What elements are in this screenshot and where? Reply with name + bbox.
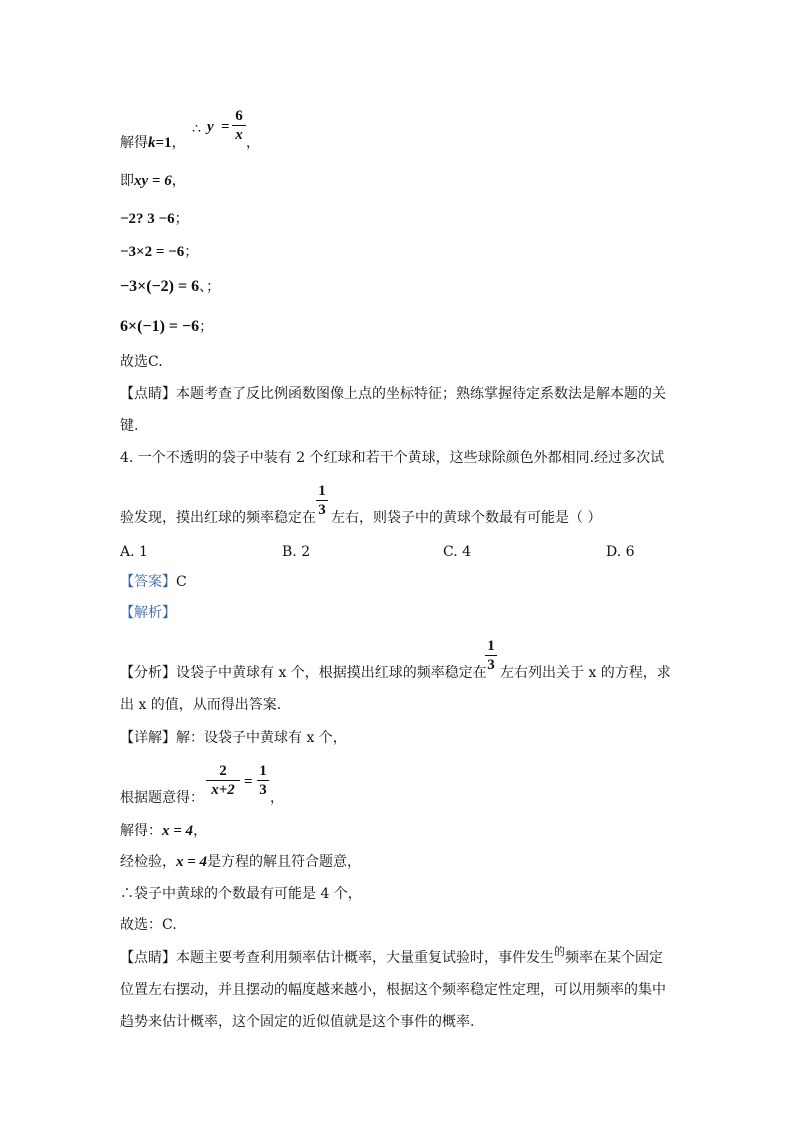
option-a: A. 1 [120, 544, 148, 560]
k-value: =1 [155, 135, 172, 151]
fraction-denominator: 3 [487, 657, 495, 673]
detail-text: 解：设袋子中黄球有 x 个， [176, 730, 347, 746]
fraction-denominator: x [235, 127, 243, 143]
conclusion-line: ∴袋子中黄球的个数最有可能是 4 个， [120, 886, 362, 902]
var-k: k [148, 135, 156, 151]
solution-line [120, 822, 207, 840]
check-line [120, 853, 361, 871]
analysis-line-1a [120, 664, 487, 682]
tag-analysis: 【解析】 [120, 605, 176, 621]
fraction-numerator: 1 [259, 763, 267, 779]
comma: ， [246, 135, 260, 151]
tag-comment: 【点睛】 [120, 386, 176, 402]
comment-text: 频率在某个固定 [565, 950, 663, 966]
detail-line-1 [120, 729, 347, 747]
semicolon: ； [199, 319, 214, 335]
fraction-2-over-x-plus-2 [206, 763, 240, 798]
fraction-numerator: 6 [235, 108, 243, 124]
text-line-product-2 [120, 243, 198, 261]
text-line-product-3 [120, 278, 220, 296]
fraction-one-third [485, 638, 497, 673]
fenxi-text: 设袋子中黄球有 x 个，根据摸出红球的频率稳定在 [176, 665, 487, 681]
tag-answer: 【答案】 [120, 574, 176, 590]
comment-line-1 [120, 945, 663, 968]
tag-xiangjie: 【详解】 [120, 730, 176, 746]
question-4-line-1: 4. 一个不透明的袋子中装有 2 个红球和若干个黄球，这些球除颜色外都相同.经过多次试 [120, 450, 665, 466]
option-c: C. 4 [443, 544, 472, 560]
comma: ， [193, 823, 208, 839]
tag-comment: 【点睛】 [120, 950, 176, 966]
text-line-xy [120, 172, 186, 190]
equals-sign: = [244, 774, 253, 790]
text-line-product-4 [120, 318, 213, 336]
text-line-comment [120, 385, 666, 403]
fraction-denominator: 3 [318, 502, 326, 518]
fraction-denominator: x+2 [211, 782, 235, 798]
math-expr: −3×2 = −6 [120, 244, 185, 260]
superscript-de: 的 [554, 945, 565, 958]
option-d: D. 6 [606, 544, 635, 560]
equals-sign: = [221, 119, 230, 135]
equation-prefix: 根据题意得： [120, 790, 204, 806]
text-line-choose-c: 故选C. [120, 354, 163, 370]
analysis-line-1b: 左右列出关于 x 的方程，求 [500, 665, 671, 681]
label-check: 经检验， [120, 854, 176, 870]
comma: ， [171, 135, 186, 151]
comma: ， [270, 790, 284, 806]
label-solve: 解得： [120, 823, 162, 839]
math-x-4: x = 4 [162, 823, 194, 839]
comment-line-3: 趋势来估计概率，这个固定的近似值就是这个事件的概率. [120, 1014, 475, 1030]
math-xy-6: xy = 6 [134, 173, 172, 189]
label-solve: 解得 [120, 135, 148, 151]
math-expr: −2? 3 −6 [120, 211, 175, 227]
fraction-6-over-x [232, 108, 246, 143]
answer-value: C [176, 574, 187, 590]
fraction-numerator: 2 [219, 763, 227, 779]
label-ie: 即 [120, 173, 134, 189]
tag-fenxi: 【分析】 [120, 665, 176, 681]
fraction-numerator: 1 [487, 638, 495, 654]
math-expr: −3×(−2) = 6 [120, 278, 200, 295]
choose-line: 故选：C. [120, 917, 177, 933]
fraction-one-third [316, 483, 328, 518]
fraction-denominator: 3 [259, 782, 267, 798]
question-4-line-2a: 验发现，摸出红球的频率稳定在 [120, 510, 316, 526]
text-line-solve-k [120, 134, 186, 152]
semicolon: ； [184, 244, 199, 260]
fraction-numerator: 1 [318, 483, 326, 499]
text-line-key: 键. [120, 418, 139, 434]
comment-text: 本题考查了反比例函数图像上点的坐标特征；熟练掌握待定系数法是解本题的关 [176, 386, 666, 402]
option-b: B. 2 [282, 544, 311, 560]
analysis-line-2: 出 x 的值，从而得出答案. [120, 697, 282, 713]
fraction-one-third [257, 763, 269, 798]
var-y: y [207, 119, 214, 135]
answer-line [120, 573, 187, 591]
comment-text: 本题主要考查利用频率估计概率，大量重复试验时，事件发生 [176, 950, 554, 966]
therefore-symbol: ∴ [192, 121, 201, 137]
math-expr: 6×(−1) = −6 [120, 318, 200, 335]
semicolon: ； [174, 211, 189, 227]
question-4-line-2b: 左右，则袋子中的黄球个数最有可能是（ ） [331, 510, 602, 526]
check-text: 是方程的解且符合题意， [207, 854, 362, 870]
text-line-product-1 [120, 210, 189, 228]
comma: ， [171, 173, 186, 189]
math-x-4: x = 4 [176, 854, 208, 870]
punctuation: 、； [199, 279, 221, 295]
comment-line-2: 位置左右摆动，并且摆动的幅度越来越小，根据这个频率稳定性定理，可以用频率的集中 [120, 982, 666, 998]
